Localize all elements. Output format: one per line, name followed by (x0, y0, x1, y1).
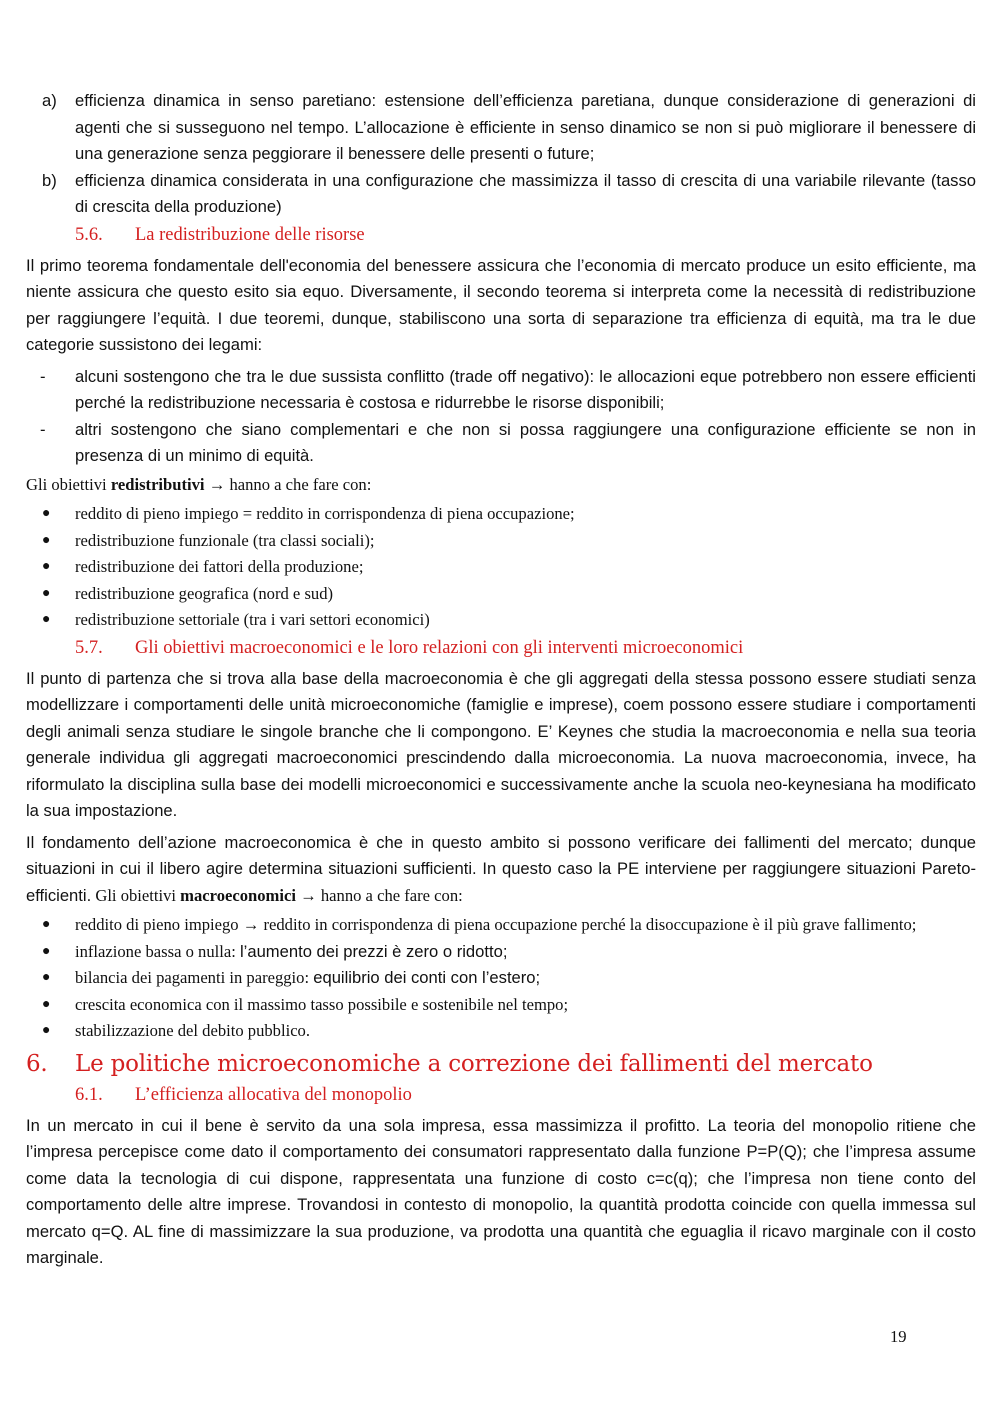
section-title: Gli obiettivi macroeconomici e le loro relazioni con gli interventi microeconomici (135, 637, 744, 658)
section-title: La redistribuzione delle risorse (135, 224, 365, 245)
section-number: 5.6. (75, 224, 103, 245)
list-item-text: stabilizzazione del debito pubblico. (75, 1021, 311, 1040)
chapter-heading-6 (26, 1047, 976, 1081)
chapter-number: 6. (26, 1050, 48, 1077)
section-title: L’efficienza allocativa del monopolio (135, 1084, 412, 1105)
bullet-icon: ● (42, 612, 51, 627)
intro-bold: redistributivi (110, 474, 205, 494)
bullet-icon: ● (42, 917, 51, 932)
section-number: 6.1. (75, 1084, 103, 1105)
document-page (26, 88, 976, 1277)
bullet-icon: ● (42, 585, 51, 601)
list-item-text: efficienza dinamica considerata in una configurazione che massimizza il tasso di crescita di una variabile rilevante (tasso di crescita della produzione) (75, 170, 976, 216)
redistributivi-list (26, 501, 976, 634)
efficiency-list (26, 88, 976, 221)
list-item-text: reddito di pieno impiego → reddito in corrispondenza di piena occupazione perché la disoccupazione è il più grave fallimento; (75, 915, 917, 934)
section-number: 5.7. (75, 637, 103, 658)
list-marker: b) (42, 170, 57, 190)
list-item (26, 554, 976, 581)
list-item-text: alcuni sostengono che tra le due sussista conflitto (trade off negativo): le allocazioni eque potrebbero non essere efficienti perché la redistribuzione necessaria è costosa e ridurrebbe le risorse disponibili; (75, 366, 976, 412)
list-item (26, 417, 976, 470)
paragraph-teoremi: Il primo teorema fondamentale dell'economia del benessere assicura che l’economia di mercato produce un esito efficiente, ma niente assicura che questo esito sia equo. Diversamente, il secondo teorema si interpreta come la necessità di redistribuzione per raggiungere l’equità. I due teoremi, dunque, stabiliscono una sorta di separazione tra efficienza di equità, ma tra le due categorie sussistono dei legami: (26, 255, 976, 354)
paragraph-bold: macroeconomici (180, 885, 296, 905)
chapter-title: Le politiche microeconomiche a correzione dei fallimenti del mercato (75, 1050, 873, 1077)
list-item (26, 939, 976, 966)
list-marker: - (40, 419, 46, 439)
list-item-text: efficienza dinamica in senso paretiano: estensione dell’efficienza paretiana, dunque considerazione di generazioni di agenti che si susseguono nel tempo. L’allocazione è efficiente in senso dinamico se non si può migliorare il benessere di una generazione senza peggiorare il benessere delle presenti o future; (75, 91, 976, 163)
paragraph-text: → hanno a che fare con: (295, 885, 463, 905)
paragraph-macro-2 (26, 830, 976, 910)
list-item-text: redistribuzione geografica (nord e sud) (75, 583, 334, 603)
macro-list (26, 912, 976, 1045)
page-number: 19 (890, 1327, 907, 1346)
list-item-text: reddito di pieno impiego = reddito in corrispondenza di piena occupazione; (75, 504, 575, 523)
list-item (26, 364, 976, 417)
list-item-text: bilancia dei pagamenti in pareggio: (75, 968, 314, 987)
list-marker: a) (42, 91, 57, 110)
list-item-text: redistribuzione settoriale (tra i vari settori economici) (75, 610, 430, 629)
paragraph-text: Gli obiettivi (91, 885, 181, 905)
bullet-icon: ● (42, 996, 51, 1012)
list-item (26, 1018, 976, 1045)
list-marker: - (40, 366, 46, 386)
bullet-icon: ● (42, 943, 51, 959)
bullet-icon: ● (42, 559, 51, 574)
dash-list (26, 364, 976, 470)
paragraph-text: Il fondamento dell’azione macroeconomica è che in questo ambito si possono verificare dei fallimenti del mercato; dunque situazioni in cui il libero agire determina situazioni sufficienti. In questo caso la PE interviene per raggiungere situazioni Pareto-efficienti. (26, 832, 976, 905)
list-item (26, 528, 976, 555)
list-item-text: redistribuzione funzionale (tra classi sociali); (75, 530, 375, 550)
bullet-icon: ● (42, 970, 51, 985)
list-item-text: inflazione bassa o nulla: (75, 941, 240, 961)
redistributivi-intro (26, 472, 976, 499)
bullet-icon: ● (42, 1023, 51, 1038)
paragraph-macro-1: Il punto di partenza che si trova alla base della macroeconomia è che gli aggregati della stessa possono essere studiati senza modellizzare i comportamenti delle unità microeconomiche (famiglie e imprese), coem possono essere studiare i comportamenti degli animali senza studiare le singole branche che li compongono. E’ Keynes che studia la macroeconomia e nella sua teoria generale individua gli aggregati macroeconomici prescindendo dalla microeconomia. La nuova macroeconomia, invece, ha riformulato la disciplina sulla base dei modelli microeconomici e successivamente anche la scuola neo-keynesiana ha modificato la sua impostazione. (26, 668, 976, 820)
bullet-icon: ● (42, 532, 51, 548)
list-item-text: altri sostengono che siano complementari e che non si possa raggiungere una configurazione efficiente se non in presenza di un minimo di equità. (75, 419, 976, 465)
list-item (26, 607, 976, 634)
section-heading-5-7 (26, 634, 976, 662)
list-item (26, 581, 976, 608)
bullet-icon: ● (42, 506, 51, 521)
list-item-text: l’aumento dei prezzi è zero o ridotto; (239, 941, 508, 961)
section-heading-5-6 (26, 221, 976, 249)
list-item (26, 501, 976, 528)
list-item (26, 912, 976, 939)
intro-text: → hanno a che fare con: (204, 474, 372, 494)
list-item-text: equilibrio dei conti con l’estero; (313, 968, 541, 987)
intro-text: Gli obiettivi (26, 474, 111, 494)
list-item (26, 88, 976, 168)
list-item-text: crescita economica con il massimo tasso possibile e sostenibile nel tempo; (75, 994, 569, 1014)
list-item (26, 965, 976, 992)
list-item (26, 992, 976, 1019)
section-heading-6-1 (26, 1081, 976, 1109)
paragraph-monopolio: In un mercato in cui il bene è servito da una sola impresa, essa massimizza il profitto. La teoria del monopolio ritiene che l’impresa percepisce come dato il comportamento dei consumatori rappresentato dalla funzione P=P(Q); che l’impresa assume come data la tecnologia di cui dispone, rappresentata una funzione di costo c=c(q); che l’impresa non tiene conto del comportamento delle altre imprese. Trovandosi in contesto di monopolio, la quantità prodotta coincide con quella immessa sul mercato q=Q. AL fine di massimizzare la sua produzione, va prodotta una quantità che eguaglia il ricavo marginale con il costo marginale. (26, 1115, 976, 1267)
list-item-text: redistribuzione dei fattori della produzione; (75, 557, 364, 576)
list-item (26, 168, 976, 221)
